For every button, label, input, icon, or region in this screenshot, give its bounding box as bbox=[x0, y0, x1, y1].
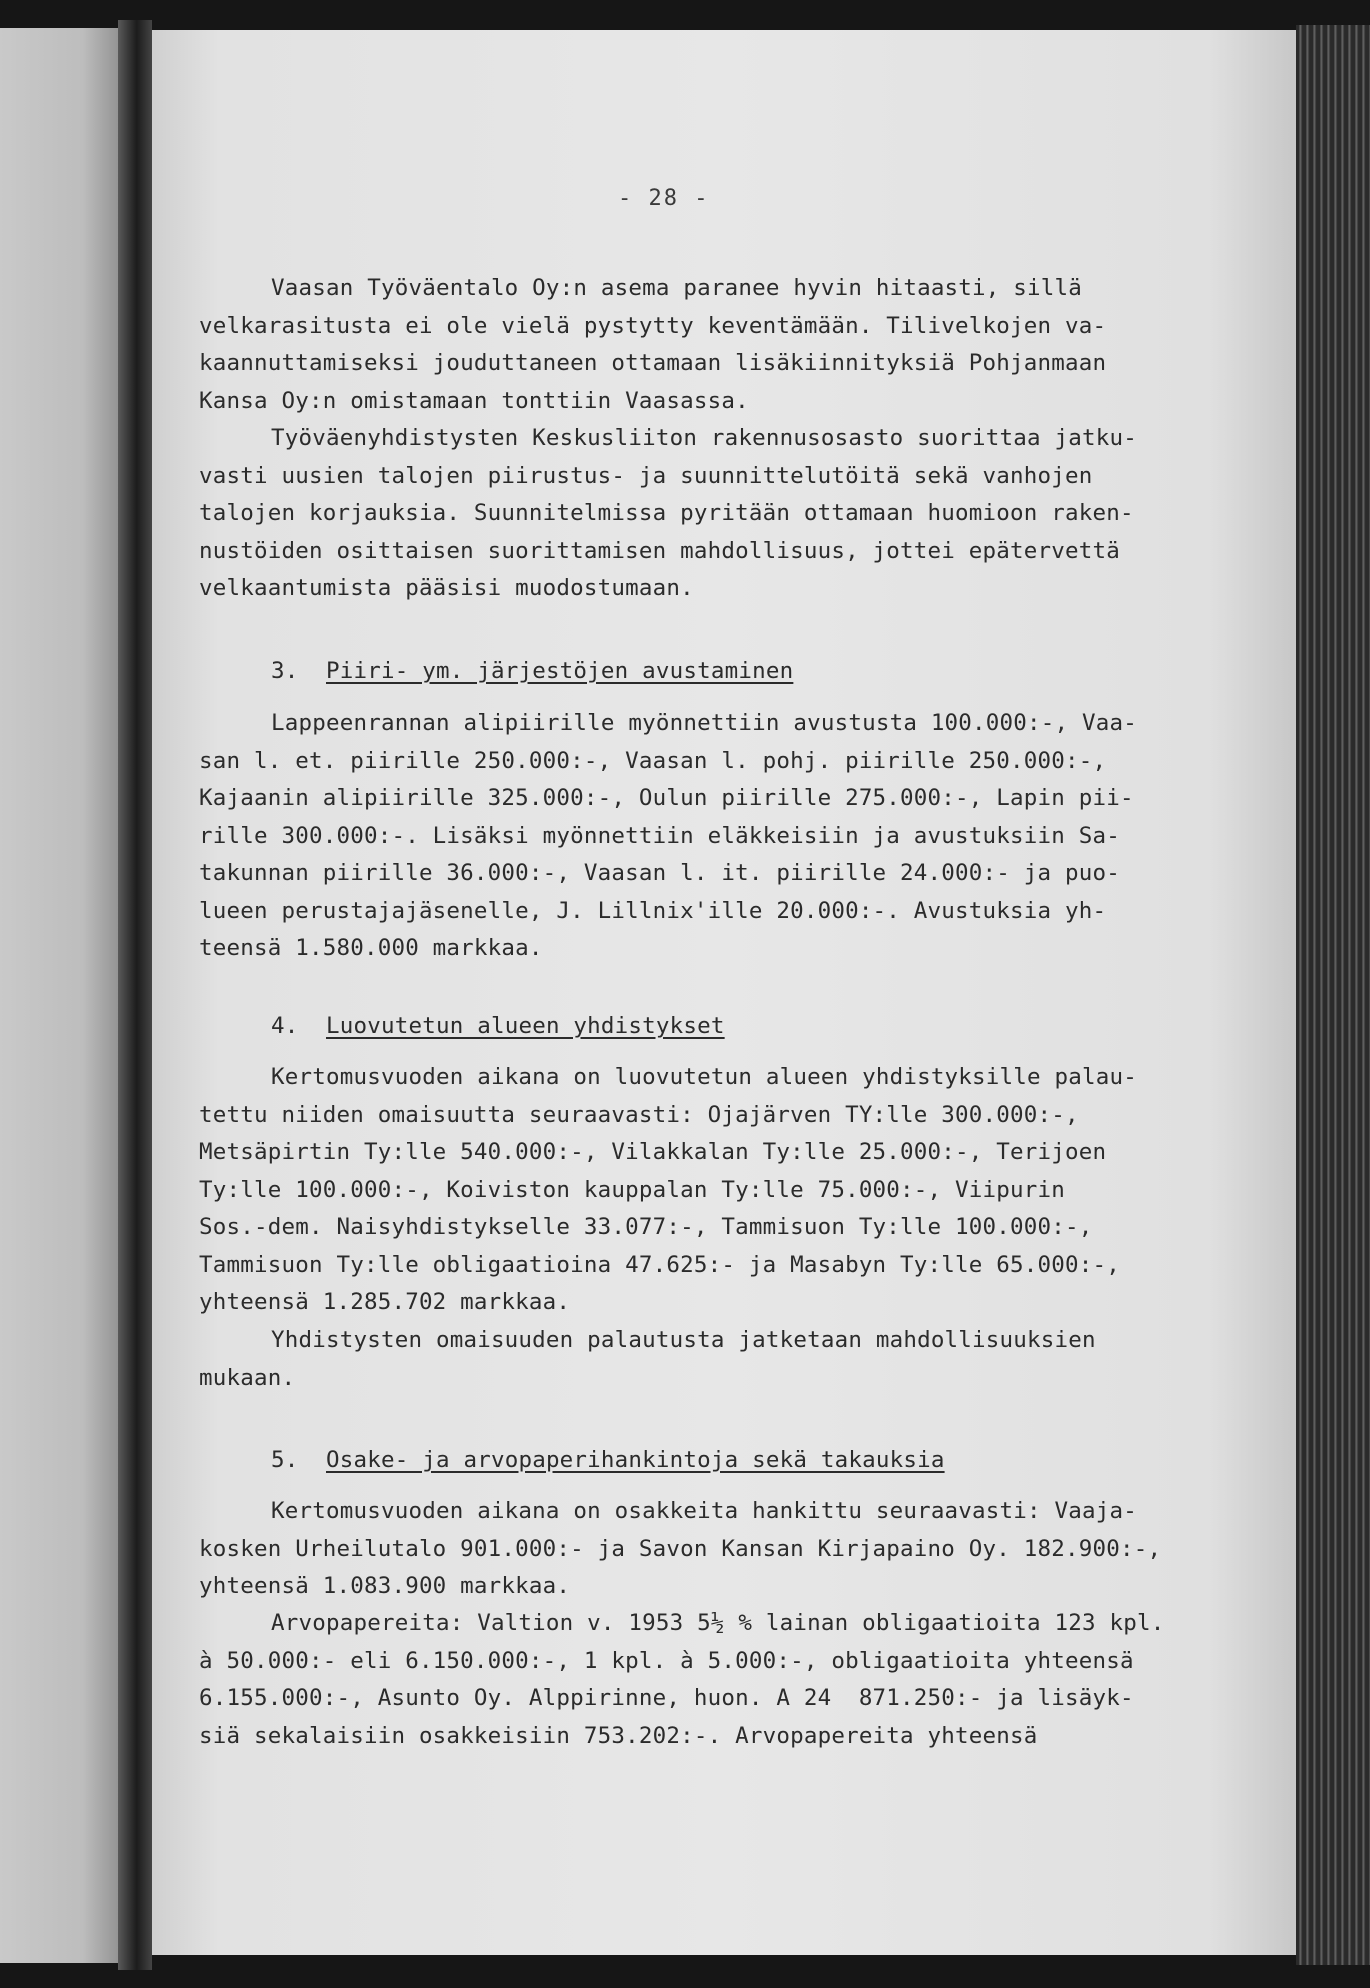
heading-number: 4. bbox=[271, 1013, 299, 1039]
paragraph-luovutettu-alue bbox=[199, 1059, 1219, 1322]
text-line: mukaan. bbox=[199, 1364, 296, 1391]
text-line: siä sekalaisiin osakkeisiin 753.202:-. Arvopapereita yhteensä bbox=[199, 1722, 1038, 1749]
text-line: yhteensä 1.083.900 markkaa. bbox=[199, 1573, 571, 1599]
section-heading-5 bbox=[199, 1442, 1219, 1480]
paragraph-rakennusosasto bbox=[199, 420, 1219, 608]
heading-title: Osake- ja arvopaperihankintoja sekä takauksia bbox=[326, 1447, 945, 1473]
text-line: Arvopapereita: Valtion v. 1953 5½ % lainan obligaatioita 123 kpl. bbox=[271, 1610, 1165, 1636]
text-line: talojen korjauksia. Suunnitelmissa pyritään ottamaan huomioon raken- bbox=[199, 500, 1134, 526]
text-line: velkaantumista pääsisi muodostumaan. bbox=[199, 575, 694, 601]
heading-title: Luovutetun alueen yhdistykset bbox=[326, 1013, 725, 1039]
text-line: yhteensä 1.285.702 markkaa. bbox=[199, 1289, 571, 1315]
text-line: takunnan piirille 36.000:-, Vaasan l. it. piirille 24.000:- ja puo- bbox=[199, 860, 1120, 886]
text-line: Yhdistysten omaisuuden palautusta jatketaan mahdollisuuksien bbox=[271, 1327, 1096, 1353]
text-line: Kansa Oy:n omistamaan tonttiin Vaasassa. bbox=[199, 387, 749, 414]
paragraph-piiri-avustukset bbox=[199, 705, 1219, 968]
text-line: à 50.000:- eli 6.150.000:-, 1 kpl. à 5.000:-, obligaatioita yhteensä bbox=[199, 1647, 1134, 1674]
text-line: Lappeenrannan alipiirille myönnettiin avustusta 100.000:-, Vaa- bbox=[271, 710, 1138, 736]
text-line: vasti uusien talojen piirustus- ja suunnittelutöitä sekä vanhojen bbox=[199, 462, 1093, 489]
text-line: Työväenyhdistysten Keskusliiton rakennusosasto suorittaa jatku- bbox=[271, 425, 1138, 451]
text-line: rille 300.000:-. Lisäksi myönnettiin eläkkeisiin ja avustuksiin Sa- bbox=[199, 822, 1120, 849]
text-line: kosken Urheilutalo 901.000:- ja Savon Kansan Kirjapaino Oy. 182.900:-, bbox=[199, 1535, 1162, 1562]
text-line: san l. et. piirille 250.000:-, Vaasan l. pohj. piirille 250.000:-, bbox=[199, 747, 1107, 774]
text-line: 6.155.000:-, Asunto Oy. Alppirinne, huon. A 24 871.250:- ja lisäyk- bbox=[199, 1685, 1134, 1711]
paragraph-osakkeet bbox=[199, 1493, 1219, 1606]
stacked-page-edges bbox=[1296, 25, 1370, 1965]
paragraph-vaasan-tyovaentalo bbox=[199, 270, 1219, 420]
text-line: velkarasitusta ei ole vielä pystytty keventämään. Tilivelkojen va- bbox=[199, 312, 1107, 339]
text-line: kaannuttamiseksi jouduttaneen ottamaan lisäkiinnityksiä Pohjanmaan bbox=[199, 350, 1107, 376]
text-line: Metsäpirtin Ty:lle 540.000:-, Vilakkalan Ty:lle 25.000:-, Terijoen bbox=[199, 1139, 1107, 1165]
text-line: lueen perustajajäsenelle, J. Lillnix'ille 20.000:-. Avustuksia yh- bbox=[199, 897, 1107, 924]
text-line: Kertomusvuoden aikana on osakkeita hankittu seuraavasti: Vaaja- bbox=[271, 1498, 1138, 1524]
heading-number: 5. bbox=[271, 1447, 299, 1473]
section-heading-4 bbox=[199, 1008, 1219, 1046]
text-line: nustöiden osittaisen suorittamisen mahdollisuus, jottei epätervettä bbox=[199, 537, 1120, 564]
text-line: Kajaanin alipiirille 325.000:-, Oulun piirille 275.000:-, Lapin pii- bbox=[199, 785, 1134, 811]
book-gutter bbox=[118, 20, 152, 1970]
text-line: Kertomusvuoden aikana on luovutetun alueen yhdistyksille palau- bbox=[271, 1064, 1138, 1090]
section-heading-3 bbox=[199, 653, 1219, 691]
heading-number: 3. bbox=[271, 658, 299, 684]
text-line: Vaasan Työväentalo Oy:n asema paranee hyvin hitaasti, sillä bbox=[271, 275, 1083, 301]
text-line: tettu niiden omaisuutta seuraavasti: Ojajärven TY:lle 300.000:-, bbox=[199, 1101, 1079, 1128]
paragraph-palautus bbox=[199, 1322, 1219, 1397]
text-line: Tammisuon Ty:lle obligaatioina 47.625:- ja Masabyn Ty:lle 65.000:-, bbox=[199, 1251, 1120, 1278]
text-line: Ty:lle 100.000:-, Koiviston kauppalan Ty:lle 75.000:-, Viipurin bbox=[199, 1176, 1066, 1203]
paragraph-arvopaperit bbox=[199, 1605, 1219, 1755]
heading-title: Piiri- ym. järjestöjen avustaminen bbox=[326, 658, 794, 684]
text-line: Sos.-dem. Naisyhdistykselle 33.077:-, Tammisuon Ty:lle 100.000:-, bbox=[199, 1214, 1093, 1240]
text-line: teensä 1.580.000 markkaa. bbox=[199, 935, 543, 961]
page-number: - 28 - bbox=[618, 186, 710, 211]
